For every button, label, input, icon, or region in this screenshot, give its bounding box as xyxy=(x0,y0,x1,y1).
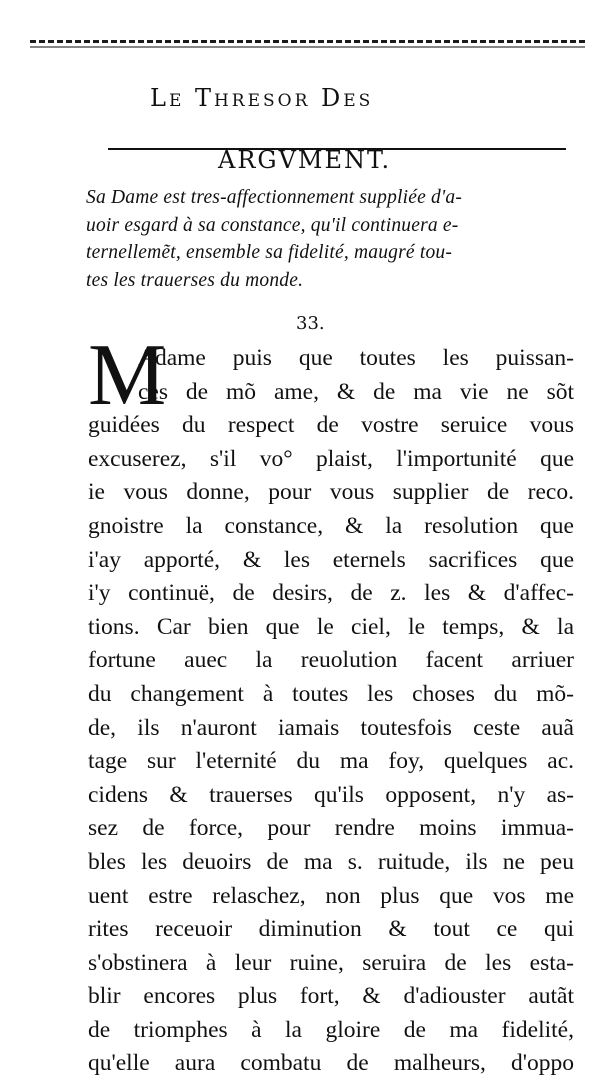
running-head: Le Thresor Des xyxy=(150,84,374,112)
body-line: i'ay apporté, & les eternels sacrifices que xyxy=(88,546,574,573)
body-line: rites receuoir diminution & tout ce qui xyxy=(88,916,574,943)
body-text xyxy=(88,342,574,1081)
argument-title: ARGVMENT. xyxy=(218,146,392,174)
body-line: excuserez, s'il vo° plaist, l'importunité que xyxy=(88,445,574,472)
body-line: tage sur l'eternité du ma foy, quelques ac. xyxy=(88,748,574,775)
body-line: gnoistre la constance, & la resolution que xyxy=(88,512,574,539)
body-line: bles les deuoirs de ma s. ruitude, ils ne peu xyxy=(88,848,574,875)
body-line: qu'elle aura combatu de malheurs, d'oppo xyxy=(88,1050,574,1077)
body-line: ie vous donne, pour vous supplier de reco. xyxy=(88,479,574,506)
body-line: guidées du respect de vostre seruice vous xyxy=(88,412,574,439)
top-border-rule xyxy=(30,40,585,43)
body-line: fortune auec la reuolution facent arriuer xyxy=(88,647,574,674)
body-line: de, ils n'auront iamais toutesfois ceste auã xyxy=(88,714,574,741)
body-line: sez de force, pour rendre moins immua- xyxy=(88,815,574,842)
body-line: de triomphes à la gloire de ma fidelité, xyxy=(88,1016,574,1043)
section-number: 33. xyxy=(296,313,325,334)
body-line: blir encores plus fort, & d'adiouster autãt xyxy=(88,983,574,1010)
body-line: Adame puis que toutes les puissan- xyxy=(138,345,574,371)
argument-line: Sa Dame est tres-affectionnement suppliée d'a- xyxy=(86,187,463,208)
body-line: tions. Car bien que le ciel, le temps, & la xyxy=(88,613,574,640)
argument-line: ternellemẽt, ensemble sa fidelité, maugré tou- xyxy=(86,242,453,263)
top-border-rule-secondary xyxy=(30,46,585,48)
argument-line: tes les trauerses du monde. xyxy=(86,269,304,291)
body-line: du changement à toutes les choses du mõ- xyxy=(88,680,574,707)
drop-cap: M xyxy=(88,327,167,424)
body-line: cidens & trauerses qu'ils opposent, n'y as- xyxy=(88,781,574,808)
argument-line: uoir esgard à sa constance, qu'il continuera e- xyxy=(86,214,459,236)
body-line: uent estre relaschez, non plus que vos me xyxy=(88,882,574,909)
body-line: ces de mõ ame, & de ma vie ne sõt xyxy=(138,378,574,405)
body-line: s'obstinera à leur ruine, seruira de les esta- xyxy=(88,949,574,976)
argument-text xyxy=(86,184,576,294)
body-line: i'y continuë, de desirs, de z. les & d'affec- xyxy=(88,580,574,607)
